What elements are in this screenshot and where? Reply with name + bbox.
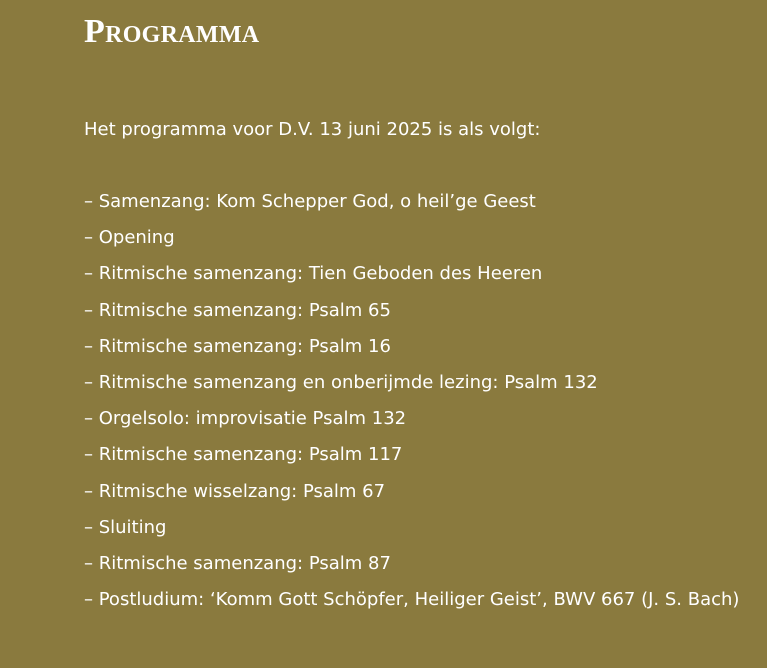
program-intro: Het programma voor D.V. 13 juni 2025 is als volgt: xyxy=(84,119,541,140)
page-title: Programma xyxy=(84,13,260,50)
program-item: – Sluiting xyxy=(84,516,167,538)
program-item: – Ritmische samenzang: Psalm 65 xyxy=(84,299,391,321)
program-item: – Ritmische samenzang: Psalm 87 xyxy=(84,553,391,575)
program-item: – Postludium: ‘Komm Gott Schöpfer, Heiliger Geist’, BWV 667 (J. S. Bach) xyxy=(84,589,740,611)
program-item: – Ritmische samenzang: Psalm 16 xyxy=(84,335,391,357)
program-item: – Samenzang: Kom Schepper God, o heil’ge Geest xyxy=(84,191,536,212)
program-content xyxy=(84,0,754,611)
program-list xyxy=(84,184,744,618)
program-item: – Ritmische samenzang: Psalm 117 xyxy=(84,444,403,466)
program-item: – Orgelsolo: improvisatie Psalm 132 xyxy=(84,408,407,430)
program-item: – Ritmische samenzang: Tien Geboden des Heeren xyxy=(84,263,543,285)
program-item: – Ritmische samenzang en onberijmde lezing: Psalm 132 xyxy=(84,372,598,394)
program-item: – Opening xyxy=(84,227,175,249)
program-item: – Ritmische wisselzang: Psalm 67 xyxy=(84,480,386,502)
